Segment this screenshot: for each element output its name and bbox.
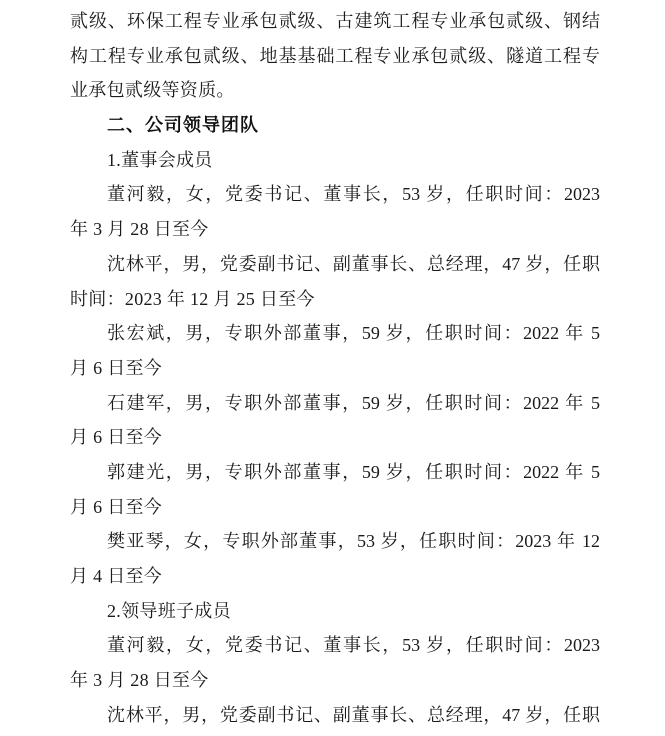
text-line: 沈林平，男，党委副书记、副董事长、总经理，47 岁，任职: [107, 253, 600, 274]
text-line: 董河毅，女，党委书记、董事长，53 岁，任职时间：2023: [107, 635, 600, 656]
text-line: 2.领导班子成员: [107, 600, 231, 621]
text-line: 时间：2023 年 12 月 25 日至今: [70, 288, 315, 309]
text-line: 郭建光，男，专职外部董事，59 岁，任职时间：2022 年 5: [107, 461, 600, 482]
text-line: 张宏斌，男，专职外部董事，59 岁，任职时间：2022 年 5: [107, 323, 600, 344]
text-line: 董河毅，女，党委书记、董事长，53 岁，任职时间：2023: [107, 184, 600, 205]
section-heading: 二、公司领导团队: [107, 115, 259, 136]
text-line: 石建军，男，专职外部董事，59 岁，任职时间：2022 年 5: [107, 392, 600, 413]
text-line: 年 3 月 28 日至今: [70, 670, 209, 691]
text-line: 构工程专业承包贰级、地基基础工程专业承包贰级、隧道工程专: [70, 45, 600, 66]
text-line: 沈林平，男，党委副书记、副董事长、总经理，47 岁，任职: [107, 704, 600, 725]
text-line: 贰级、环保工程专业承包贰级、古建筑工程专业承包贰级、钢结: [70, 11, 600, 31]
text-line: 月 6 日至今: [70, 496, 163, 517]
text-line: 年 3 月 28 日至今: [70, 219, 209, 240]
text-line: 樊亚琴，女，专职外部董事，53 岁，任职时间：2023 年 12: [107, 531, 600, 552]
text-line: 月 6 日至今: [70, 357, 163, 378]
text-line: 月 4 日至今: [70, 566, 163, 586]
text-line: 业承包贰级等资质。: [70, 80, 235, 101]
text-line: 月 6 日至今: [70, 427, 163, 448]
text-line: 1.董事会成员: [107, 149, 213, 170]
